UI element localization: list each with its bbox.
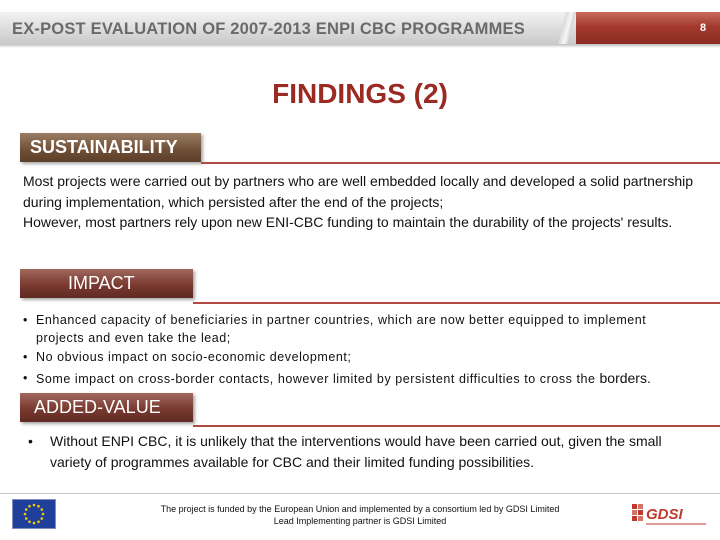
bullet: • [23, 371, 28, 385]
section-tab-added-value: ADDED-VALUE [20, 393, 193, 422]
section-tab-sustainability: SUSTAINABILITY [20, 133, 201, 162]
impact-list [23, 310, 720, 390]
sustainability-text [23, 171, 713, 233]
header-title: EX-POST EVALUATION OF 2007-2013 ENPI CBC PROGRAMMES [12, 20, 525, 38]
footer-partner-line: Lead Implementing partner is GDSI Limited [273, 516, 447, 526]
section-tab-impact: IMPACT [20, 269, 193, 298]
list-item [28, 431, 700, 473]
section-rule [201, 162, 720, 164]
gdsi-logo [630, 500, 712, 530]
sustainability-paragraph: However, most partners rely upon new ENI-CBC funding to maintain the durability of the projects' results. [23, 214, 673, 230]
page-badge [576, 12, 720, 44]
header-shadow [0, 44, 720, 48]
bullet: • [23, 313, 28, 327]
section-rule [193, 302, 720, 304]
list-item-text-tail: borders. [599, 370, 651, 386]
list-item-text: Some impact on cross-border contacts, however limited by persistent difficulties to cross the [36, 372, 600, 386]
footer-divider [0, 493, 720, 494]
bullet: • [23, 350, 28, 364]
sustainability-paragraph: Most projects were carried out by partners who are well embedded locally and developed a solid partnership during implementation, which persisted after the end of the projects; [23, 173, 694, 210]
footer-text [0, 503, 720, 527]
list-item-text-continued: projects and even take the lead; [36, 331, 231, 345]
gdsi-logo-mark [630, 500, 712, 530]
slide-title: FINDINGS (2) [272, 78, 448, 109]
gdsi-logo-text: GDSI [646, 506, 683, 523]
list-item [23, 310, 720, 347]
section-rule [193, 425, 720, 427]
added-value-list [28, 431, 700, 473]
list-item [23, 368, 720, 390]
page-number: 8 [700, 22, 707, 34]
bullet: • [28, 433, 33, 449]
list-item [23, 347, 720, 368]
list-item-text: No obvious impact on socio-economic development; [36, 350, 352, 364]
list-item-text: Enhanced capacity of beneficiaries in partner countries, which are now better equipped to implement [36, 313, 647, 327]
footer-funding-line: The project is funded by the European Union and implemented by a consortium led by GDSI Limited [160, 504, 560, 514]
list-item-text: Without ENPI CBC, it is unlikely that the interventions would have been carried out, given the small variety of programmes available for CBC and their limited funding possibilities. [50, 433, 662, 470]
